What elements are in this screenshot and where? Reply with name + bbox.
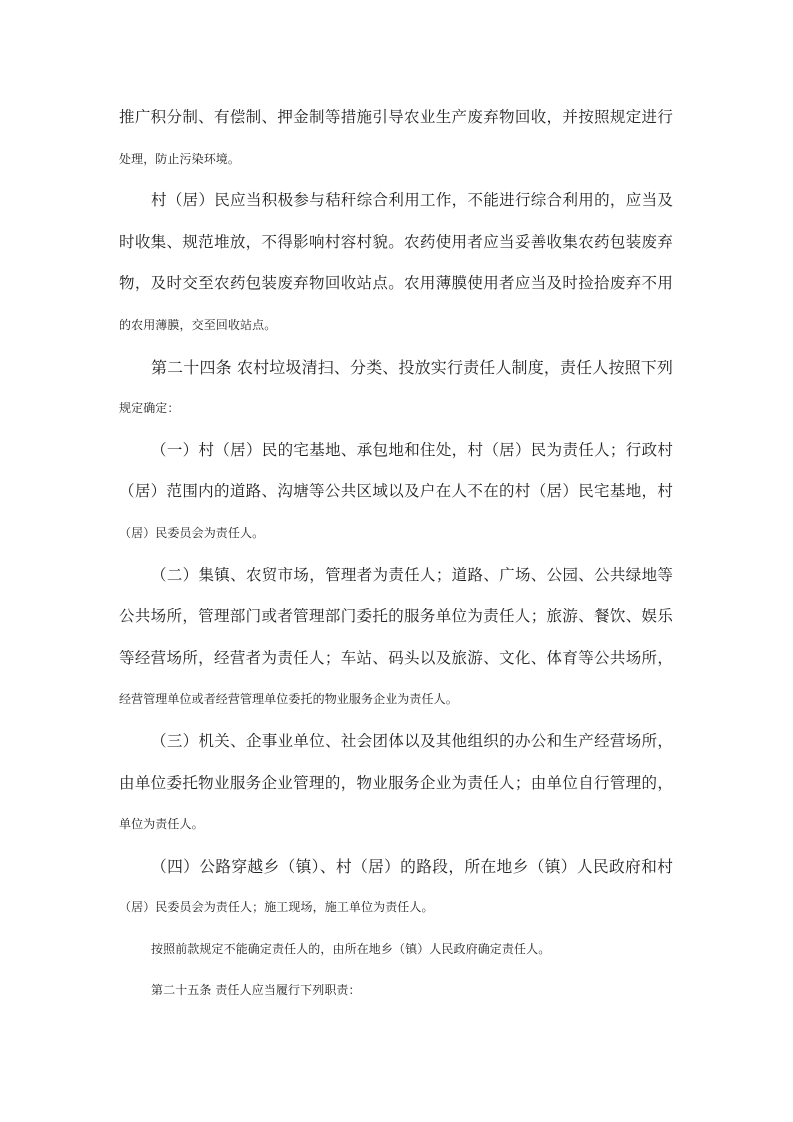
item-2-line: 经营管理单位或者经营管理单位委托的物业服务企业为责任人。 — [119, 692, 458, 707]
item-3-line: 单位为责任人。 — [119, 817, 204, 832]
item-3-line: （三）机关、企事业单位、社会团体以及其他组织的办公和生产经营场所， — [151, 731, 673, 750]
text-line: 物，及时交至农药包装废弃物回收站点。农用薄膜使用者应当及时捡拾废弃不用 — [119, 274, 673, 293]
text-line: 村（居）民应当积极参与秸秆综合利用工作，不能进行综合利用的，应当及 — [151, 191, 673, 210]
item-1-line: （居）范围内的道路、沟塘等公共区域以及户在人不在的村（居）民宅基地，村 — [119, 482, 673, 501]
item-2-line: 等经营场所，经营者为责任人；车站、码头以及旅游、文化、体育等公共场所， — [119, 648, 673, 667]
item-4-line: （四）公路穿越乡（镇）、村（居）的路段，所在地乡（镇）人民政府和村 — [151, 856, 673, 876]
text-line: 推广积分制、有偿制、押金制等措施引导农业生产废弃物回收，并按照规定进行 — [119, 108, 673, 126]
article-24-heading: 第二十四条 农村垃圾清扫、分类、投放实行责任人制度，责任人按照下列 — [151, 357, 673, 377]
text-line: 规定确定： — [119, 401, 180, 416]
item-2-line: 公共场所，管理部门或者管理部门委托的服务单位为责任人；旅游、餐饮、娱乐 — [119, 607, 673, 626]
text-line: 的农用薄膜，交至回收站点。 — [119, 317, 277, 332]
text-line: 处理，防止污染环境。 — [119, 151, 241, 166]
document-body — [119, 97, 679, 1012]
article-25-heading: 第二十五条 责任人应当履行下列职责： — [151, 983, 361, 998]
item-3-line: 由单位委托物业服务企业管理的，物业服务企业为责任人；由单位自行管理的， — [119, 773, 673, 792]
item-1-line: （一）村（居）民的宅基地、承包地和住处，村（居）民为责任人；行政村 — [151, 440, 673, 459]
item-4-line: （居）民委员会为责任人；施工现场，施工单位为责任人。 — [119, 900, 434, 915]
item-1-line: （居）民委员会为责任人。 — [119, 525, 265, 540]
text-line: 时收集、规范堆放，不得影响村容村貌。农药使用者应当妥善收集农药包装废弃 — [119, 232, 673, 251]
item-2-line: （二）集镇、农贸市场，管理者为责任人；道路、广场、公园、公共绿地等 — [151, 565, 673, 584]
text-line: 按照前款规定不能确定责任人的，由所在地乡（镇）人民政府确定责任人。 — [151, 941, 551, 956]
